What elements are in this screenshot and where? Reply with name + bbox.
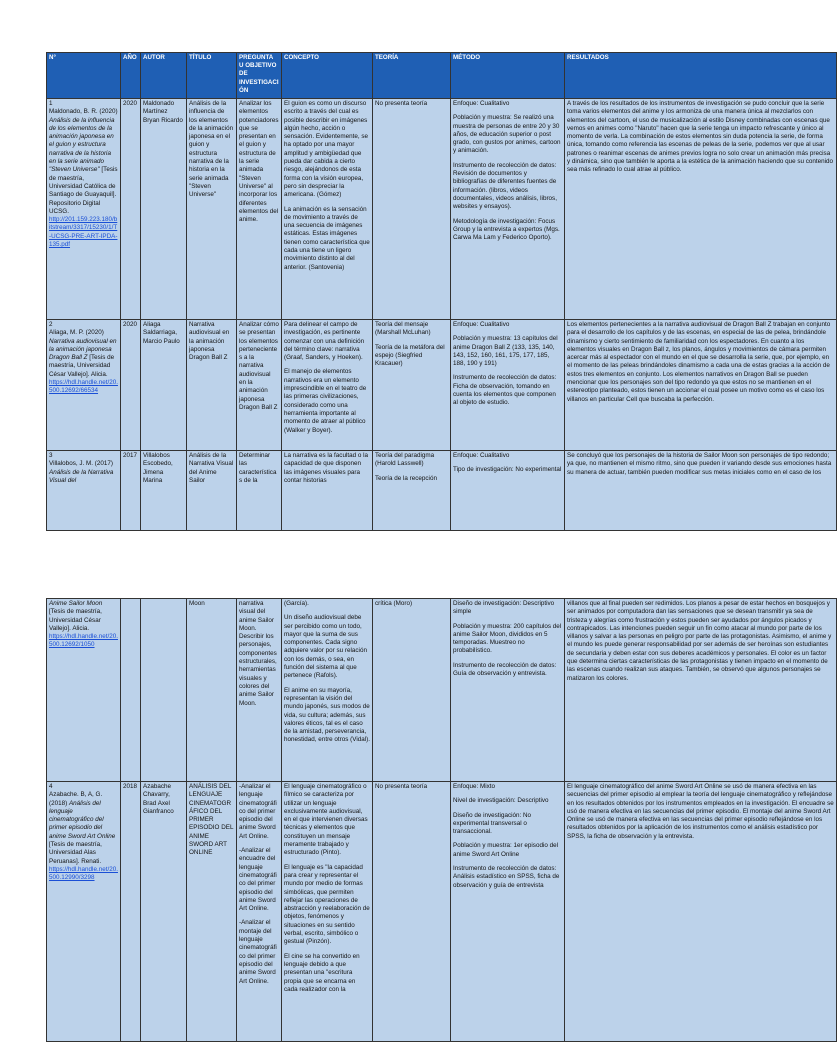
method-cell xyxy=(451,782,565,1042)
year-cell: 2017 xyxy=(121,451,141,531)
theory-paragraph: No presenta teoría xyxy=(375,100,428,107)
method-paragraph: Tipo de investigación: No experimental xyxy=(453,466,562,474)
author-cell: Maldonado Martínez Bryan Ricardo xyxy=(141,99,187,320)
concept-paragraph: El lenguaje es "la capacidad para crear y representar el mundo por medio de formas simbólicas, que permiten reflejar las operaciones de abstracción y reelaboración de objetos, fenómenos y situaciones en su sentido verbal, escrito, simbólico o gestual (Pinzón). xyxy=(284,863,370,946)
row-number: 4 xyxy=(49,783,53,790)
table-row xyxy=(47,599,837,782)
method-paragraph: Instrumento de recolección de datos: Revisión de documentos y bibliografías de diferentes fuentes de información. (libros, videos documentales, videos análisis, libros, websites y ensayos). xyxy=(453,161,557,211)
ref-title: Análisis de la Narrativa Visual del xyxy=(49,468,114,484)
reference-cell xyxy=(47,782,121,1042)
question-cell: narrativa visual del anime Sailor Moon. Describir los personajes, componentes estructurales, herramientas visuales y colores del anime Sailor Moon. xyxy=(237,599,282,782)
method-paragraph: Diseño de investigación: Descriptivo simple xyxy=(453,600,555,616)
question-paragraph: -Analizar el montaje del lenguaje cinematográfico del primer episodio del anime Sword Art Online. xyxy=(239,919,277,985)
method-cell xyxy=(451,99,565,320)
method-paragraph: Instrumento de recolección de datos: Ficha de observación, tomando en cuenta los elementos que componen al objeto de estudio. xyxy=(453,374,557,407)
title-cell: ANÁLISIS DEL LENGUAJE CINEMATOGRÁFICO DEL PRIMER EPISODIO DEL ANIME SWORD ART ONLINE xyxy=(187,782,237,1042)
author-cell: Azabache Chavarry, Brad Axel Gianfranco xyxy=(141,782,187,1042)
col-header: AUTOR xyxy=(141,53,187,99)
author-cell: Aliaga Saldarriaga, Marcio Paulo xyxy=(141,320,187,451)
concept-paragraph: Un diseño audiovisual debe ser percibido como un todo, mayor que la suma de sus componentes. Cada signo adquiere valor por su relación con los demás, o sea, en función del sistema al que pertenece (Rafols). xyxy=(284,614,367,680)
col-header: PREGUNTA U OBJETIVO DE INVESTIGACIÓN xyxy=(237,53,282,99)
method-paragraph: Población y muestra: Se realizó una muestra de personas de entre 20 y 30 años, de educación superior o post grado, con gustos por animes, cartoon y animación. xyxy=(453,114,561,155)
ref-title: Anime Sailor Moon xyxy=(49,600,103,607)
table-page-2 xyxy=(0,598,834,1024)
year-cell: 2020 xyxy=(121,320,141,451)
title-cell: Narrativa audiovisual en la animación japonesa Dragon Ball Z xyxy=(187,320,237,451)
research-table xyxy=(46,52,837,531)
ref-title: Análisis de la influencia de los elementos de la animación japonesa en el guion y estructura narrativa de la historia en la serie animado "Steven Universe" xyxy=(49,116,115,174)
theory-paragraph: Teoría de la metáfora del espejo (Siegfried Kracauer) xyxy=(375,343,445,368)
concept-cell xyxy=(282,320,373,451)
question-cell xyxy=(237,782,282,1042)
table-row xyxy=(47,451,837,531)
method-paragraph: Población y muestra: 13 capítulos del anime Dragon Ball Z (133, 135, 140, 143, 152, 160, 161, 175, 177, 185, 188, 190 y 191) xyxy=(453,335,558,368)
concept-paragraph: (García). xyxy=(284,600,309,607)
col-header: CONCEPTO xyxy=(282,53,373,99)
concept-paragraph: Para delinear el campo de investigación, es pertinente comenzar con una definición del término clave: narrativa (Graaf, Sanders, y Hoeken). xyxy=(284,321,365,362)
research-table-continued xyxy=(46,598,837,1042)
author-cell xyxy=(141,599,187,782)
title-cell: Análisis de la influencia de los elementos de la animación japonesa en el guion y estructura narrativa de la historia en la serie animada "Steven Universe" xyxy=(187,99,237,320)
method-paragraph: Metodología de investigación: Focus Group y la entrevista a expertos (Mgs. Carwa Ma Lam y Federico Oporto). xyxy=(453,217,560,242)
table-page-1 xyxy=(0,0,834,504)
concept-paragraph: El lenguaje cinematográfico o fílmico se caracteriza por utilizar un lenguaje exclusivamente audiovisual, en el que intervienen diversas técnicas y elementos que constituyen un mensaje meramente trabajado y estructurado (Pinto). xyxy=(284,783,368,857)
results-cell: villanos que al final pueden ser redimidos. Los planos a pesar de estar hechos en bosquejos y ser animados por computadora dan las sensaciones que se desean transmitir ya sea de tristeza y alegrías como frustración y estos pueden ser ayudados por ángulos picados y contrapicados. Las intenciones pueden seguir un fin como atacar al mundo por parte de los villanos y salvar a las personas en peligro por parte de las protagonistas. Asimismo, el anime y el mundo les puede generar responsabilidad por ser además de ser heroínas son estudiantes de secundaria y deben estar con sus deberes académicos y personales. El color es un factor que determina ciertas características de las protagonistas y tienen impacto en el momento de las escenas cuando realizan sus ataques. También, se observó que algunos personajes se matizaron los colores. xyxy=(565,599,837,782)
theory-paragraph: Teoría del paradigma (Harold Lasswell) xyxy=(375,452,435,468)
method-paragraph: Población y muestra: 1er episodio del anime Sword Art Online xyxy=(453,842,559,858)
concept-cell xyxy=(282,99,373,320)
title-cell: Análisis de la Narrativa Visual del Anime Sailor xyxy=(187,451,237,531)
ref-author: Azabache. B, A, G. (2018) xyxy=(49,791,103,807)
col-header: N° xyxy=(47,53,121,99)
ref-source: [Tesis de maestría, Universidad Alas Peruanas]. Renati. xyxy=(49,841,102,865)
ref-link[interactable]: https://hdl.handle.net/20.500.12692/1050 xyxy=(49,633,118,649)
theory-paragraph: Teoría de la recepción xyxy=(375,474,437,482)
ref-author: Villalobos, J. M. (2017) xyxy=(49,460,113,468)
method-paragraph: Nivel de investigación: Descriptivo xyxy=(453,797,549,805)
col-header: TEORÍA xyxy=(373,53,451,99)
theory-paragraph: crítica (Moro) xyxy=(375,600,413,607)
col-header: RESULTADOS xyxy=(565,53,837,99)
ref-link[interactable]: https://hdl.handle.net/20.500.12990/3298 xyxy=(49,865,118,882)
question-paragraph: -Analizar el lenguaje cinematográfico del primer episodio del anime Sword Art Online. xyxy=(239,783,277,840)
year-cell xyxy=(121,599,141,782)
table-row xyxy=(47,320,837,451)
question-cell: Analizar cómo se presentan los elementos pertenecientes a la narrativa audiovisual en la animación japonesa Dragon Ball Z xyxy=(237,320,282,451)
theory-cell xyxy=(373,99,451,320)
method-paragraph: Enfoque: Cualitativo xyxy=(453,321,510,328)
method-cell xyxy=(451,451,565,531)
concept-paragraph: El manejo de elementos narrativos era un elemento imprescindible en el teatro de las primeras civilizaciones, considerado como una herramienta importante al momento de atraer al público (Walker y Boyer). xyxy=(284,368,367,434)
question-paragraph: -Analizar el encuadre del lenguaje cinematográfico del primer episodio del anime Sword Art Online. xyxy=(239,847,277,913)
table-row xyxy=(47,782,837,1042)
question-cell: Analizar los elementos potenciadores que se presentan en el guion y estructura de la serie animada "Steven Universe" al incorporar los diferentes elementos del anime. xyxy=(237,99,282,320)
year-cell: 2020 xyxy=(121,99,141,320)
col-header: MÉTODO xyxy=(451,53,565,99)
col-header: AÑO xyxy=(121,53,141,99)
method-paragraph: Instrumento de recolección de datos: Guía de observación y entrevista. xyxy=(453,661,557,678)
ref-title: Análisis del lenguaje cinematográfico del primer episodio del anime Sword Art Online xyxy=(49,799,116,840)
theory-cell xyxy=(373,782,451,1042)
results-cell: Se concluyó que los personajes de la historia de Sailor Moon son personajes de tipo redondo; ya que, no mantienen el mismo ritmo, sino que pueden ir variando desde sus emociones hasta su manera de actuar, también pueden modificar sus metas iniciales como en el caso de los xyxy=(565,451,837,531)
theory-paragraph: Teoría del mensaje (Marshall McLuhan) xyxy=(375,321,431,337)
ref-author: Maldonado, B. R. (2020) xyxy=(49,108,118,116)
concept-cell xyxy=(282,782,373,1042)
concept-cell xyxy=(282,599,373,782)
method-cell xyxy=(451,320,565,451)
theory-cell xyxy=(373,451,451,531)
theory-cell xyxy=(373,599,451,782)
method-paragraph: Enfoque: Mixto xyxy=(453,783,496,790)
row-number: 3 xyxy=(49,452,53,459)
results-cell: A través de los resultados de los instrumentos de investigación se pudo concluir que la serie toma varios elementos del anime y los armoniza de una manera única al mezclarlos con elementos del cartoon, el uso de musicalización al estilo Disney combinadas con escenas que vemos en animes como "Naruto" hacen que la serie tenga un impacto refrescante y único al momento de verla. La combinación de estos elementos sin duda potencia la serie, de forma única, tomando como referencia las escenas de peleas de la serie, podemos ver que al usar patrones o reanimar escenas de animes previos logra no solo crear un animación más precisa y dinámica, sino que también le aporta a la estética de la animación haciendo que su contenido sea más refinado lo cual atrae al público. xyxy=(565,99,837,320)
method-paragraph: Enfoque: Cualitativo xyxy=(453,100,510,107)
row-number: 1 xyxy=(49,100,53,107)
theory-paragraph: No presenta teoría xyxy=(375,783,428,790)
ref-source: [Tesis de maestría, Universidad César Vallejo]. Alicia. xyxy=(49,608,102,632)
method-paragraph: Enfoque: Cualitativo xyxy=(453,452,510,459)
question-cell: Determinar las características de la xyxy=(237,451,282,531)
ref-link[interactable]: http://201.159.223.180/bitstream/3317/15230/1/T-UCSG-PRE-ART-IPDA-135.pdf xyxy=(49,216,118,249)
ref-source: [Tesis de maestría, Universidad César Vallejo]. Alicia. xyxy=(49,354,115,378)
reference-cell xyxy=(47,599,121,782)
year-cell: 2018 xyxy=(121,782,141,1042)
method-paragraph: Instrumento de recolección de datos: Análisis estadístico en SPSS, ficha de observación y guía de entrevista xyxy=(453,865,560,889)
reference-cell xyxy=(47,99,121,320)
table-row xyxy=(47,99,837,320)
concept-paragraph: La narrativa es la facultad o la capacidad de que disponen las imágenes visuales para contar historias xyxy=(284,452,369,484)
reference-cell xyxy=(47,451,121,531)
row-number: 2 xyxy=(49,321,53,328)
method-paragraph: Población y muestra: 200 capítulos del anime Sailor Moon, divididos en 5 temporadas. Muestreo no probabilístico. xyxy=(453,622,562,655)
theory-cell xyxy=(373,320,451,451)
concept-paragraph: La animación es la sensación de movimiento a través de una secuencia de imágenes estáticas. Estas imágenes tienen como característica que cada una tiene un ligero movimiento distinto al del anterior. (Santovenia) xyxy=(284,205,370,271)
ref-author: Aliaga, M. P. (2020) xyxy=(49,329,104,337)
author-cell: Villalobos Escobedo, Jimena Marina xyxy=(141,451,187,531)
results-cell: El lenguaje cinematográfico del anime Sword Art Online se usó de manera efectiva en las secuencias del primer episodio al emplear la teoría del lenguaje cinematográfico y reflejándose en los resultados obtenidos por los instrumentos empleados en la investigación. El encuadre se usó de manera efectiva en las secuencias del primer episodio. El montaje del anime Sword Art Online se usó de manera efectiva en las secuencias del primer episodio reflejándose en los resultados obtenidos por la aplicación de los instrumentos como el análisis estadístico por SPSS, la ficha de observación y la entrevista. xyxy=(565,782,837,1042)
col-header: TÍTULO xyxy=(187,53,237,99)
reference-cell xyxy=(47,320,121,451)
ref-source: [Tesis de maestría, Universidad Católica de Santiago de Guayaquil]. Repositorio Digital UCSG. xyxy=(49,166,118,215)
concept-paragraph: El cine se ha convertido en lenguaje debido a que presentan una "escritura propia que se encarna en cada realizador con la xyxy=(284,952,360,993)
method-cell xyxy=(451,599,565,782)
ref-link[interactable]: https://hdl.handle.net/20.500.12692/66534 xyxy=(49,379,118,395)
title-cell: Moon xyxy=(187,599,237,782)
concept-paragraph: El guion es como un discurso escrito a través del cual es posible describir en imágenes algún hecho, acción o sensación. Evidentemente, se ha optado por una mayor amplitud y ambigüedad que pueda dar cabida a cierto riesgo, alejándonos de esta forma con la visión europea, pero sin despreciar la americana. (Gómez) xyxy=(284,100,369,199)
method-paragraph: Diseño de investigación: No experimental transversal o transaccional. xyxy=(453,811,532,836)
results-cell: Los elementos pertenecientes a la narrativa audiovisual de Dragon Ball Z trabajan en conjunto para el desarrollo de los capítulos y de las escenas, en especial de las de pelea, brindándole dinamismo y cierto sentimiento de familiaridad con los espectadores. En cuanto a los elementos visuales en Dragon Ball z, los planos, ángulos y movimientos de cámara permiten acercar más al espectador con el mundo en el que se desarrolla la serie, que, por ejemplo, en el momento de las peleas brindándoles dinamismo a cada una de estas gracias a la acción de estos tres elementos en conjunto. Los elementos narrativos en Dragon Ball se pueden mencionar que los personajes son del tipo redondo ya que estos no se mantienen en el estereotipo planteado, estos tienen un accionar el cual posee un motivo como es el caso los villanos en particular Cell que buscaba la perfección. xyxy=(565,320,837,451)
header-row xyxy=(47,53,837,99)
concept-paragraph: El anime en su mayoría, representan la visión del mundo japonés, sus modos de vida, su cultura; además, sus valores éticos, tal es el caso de la amistad, perseverancia, honestidad, entre otros (Vidal). xyxy=(284,686,370,744)
ref-title: Narrativa audiovisual en la animación japonesa Dragon Ball Z xyxy=(49,337,117,362)
concept-cell xyxy=(282,451,373,531)
